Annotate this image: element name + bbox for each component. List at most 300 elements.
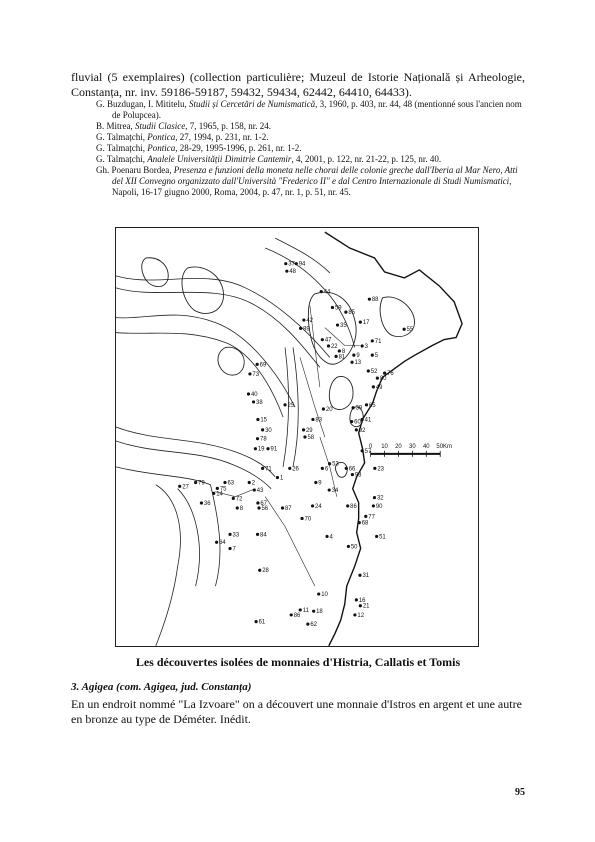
find-site-dot: [253, 488, 256, 491]
find-site-dot: [371, 354, 374, 357]
find-site-dot: [288, 467, 291, 470]
find-site-dot: [372, 504, 375, 507]
find-site-label: 77: [368, 514, 375, 521]
find-site-label: 71: [265, 466, 272, 473]
find-site: [215, 540, 226, 546]
find-site-label: 12: [357, 612, 365, 619]
reference-detail: , 4, 2001, p. 122, nr. 21-22, p. 125, nr. 40.: [291, 154, 442, 164]
find-site: [306, 622, 317, 628]
find-site-dot: [248, 372, 251, 375]
find-site-dot: [371, 339, 374, 342]
scale-bar: [369, 444, 452, 457]
find-site-dot: [194, 481, 197, 484]
find-site: [361, 449, 372, 455]
find-site-dot: [325, 535, 328, 538]
find-site-dot: [365, 403, 368, 406]
reference-detail: , 3, 1960, p. 403, nr. 44, 48 (mentionné sous l'ancien nom de Polupcea).: [112, 99, 522, 120]
find-site: [353, 613, 364, 619]
find-site-dot: [290, 613, 293, 616]
discovery-map: [115, 227, 479, 647]
find-site-label: 15: [260, 417, 268, 424]
find-site: [344, 310, 355, 316]
find-site-label: 29: [306, 427, 313, 434]
find-site-label: 31: [362, 573, 370, 580]
find-site-dot: [212, 492, 215, 495]
find-site-dot: [361, 449, 364, 452]
find-site: [372, 385, 383, 391]
find-site-dot: [359, 604, 362, 607]
find-site-dot: [358, 521, 361, 524]
find-site: [256, 437, 267, 443]
reference-author: Gh. Poenaru Bordea,: [96, 165, 174, 175]
find-site-label: 25: [287, 402, 295, 409]
find-site-dot: [347, 545, 350, 548]
find-site: [347, 544, 358, 550]
reference-detail: , 27, 1994, p. 231, nr. 1-2.: [175, 132, 269, 142]
find-site-dot: [200, 501, 203, 504]
find-site-label: 57: [364, 448, 372, 455]
find-site-label: 81: [338, 354, 346, 361]
find-site: [376, 376, 387, 382]
find-site: [276, 476, 284, 482]
find-site-dot: [232, 497, 235, 500]
find-site-label: 51: [379, 534, 386, 541]
find-site: [295, 262, 306, 268]
find-site: [345, 466, 356, 472]
find-site-dot: [252, 400, 255, 403]
find-site-dot: [359, 321, 362, 324]
find-site: [212, 491, 223, 497]
find-site-dot: [247, 392, 250, 395]
find-site-label: 34: [331, 488, 339, 495]
find-site-dot: [236, 506, 239, 509]
find-site-dot: [228, 533, 231, 536]
find-site-dot: [351, 473, 354, 476]
find-site: [372, 504, 383, 510]
find-site: [328, 488, 339, 494]
find-site: [325, 534, 333, 540]
find-site: [351, 473, 362, 479]
reference-detail: , 7, 1965, p. 158, nr. 24.: [185, 121, 272, 131]
find-site-label: 39: [355, 405, 363, 412]
find-site-dot: [299, 608, 302, 611]
find-site-dot: [256, 533, 259, 536]
find-site-dot: [361, 418, 364, 421]
find-site-dot: [256, 363, 259, 366]
find-site-label: 61: [258, 619, 266, 626]
find-site-dot: [350, 361, 353, 364]
find-site-label: 70: [304, 516, 312, 523]
find-site: [257, 506, 268, 512]
find-site-dot: [322, 407, 325, 410]
find-site-dot: [276, 476, 279, 479]
find-site: [266, 447, 277, 453]
find-site: [283, 403, 294, 409]
find-site-label: 75: [219, 486, 227, 493]
find-site: [403, 327, 414, 333]
find-site: [300, 516, 311, 522]
find-site-label: 60: [354, 419, 361, 426]
find-site-dot: [372, 385, 375, 388]
find-site-label: 66: [348, 466, 356, 473]
find-site-dot: [373, 496, 376, 499]
find-site-label: 8: [239, 505, 244, 512]
find-site-label: 17: [362, 320, 370, 327]
find-site: [321, 466, 329, 472]
section-body: En un endroit nommé "La Izvoare" on a découvert une monnaie d'Istros en argent et une autre en bronze au type de Déméter. Inédit.: [71, 697, 522, 726]
find-site-label: 5: [374, 353, 379, 360]
lagoons: [142, 258, 415, 478]
find-site-label: 41: [364, 417, 372, 424]
find-site: [352, 406, 363, 412]
find-site: [359, 604, 370, 610]
find-site-dot: [373, 467, 376, 470]
find-site-label: 8: [341, 348, 346, 355]
find-site-label: 23: [377, 466, 384, 473]
find-site-label: 56: [261, 505, 269, 512]
find-site: [358, 573, 369, 579]
reference-title: Studii Clasice: [135, 121, 186, 131]
find-site: [358, 521, 369, 527]
find-site-dot: [311, 504, 314, 507]
find-site-dot: [375, 535, 378, 538]
find-site: [336, 323, 347, 329]
find-site-label: 86: [350, 503, 357, 510]
find-site-dot: [346, 504, 349, 507]
find-site-label: 16: [358, 597, 366, 604]
find-site-label: 32: [376, 495, 384, 502]
reference-author: G. Talmațchi,: [96, 143, 148, 153]
find-site-label: 14: [216, 491, 223, 498]
coastline: [325, 232, 462, 646]
find-site: [255, 620, 266, 626]
find-site-dot: [338, 349, 341, 352]
find-site: [254, 447, 265, 453]
find-site-label: 80: [379, 376, 387, 383]
find-site: [375, 534, 386, 540]
find-site-dot: [361, 344, 364, 347]
find-site-dot: [320, 290, 323, 293]
find-site-dot: [261, 428, 264, 431]
find-site-dot: [306, 623, 309, 626]
find-site: [284, 262, 295, 268]
find-site-label: 90: [375, 503, 383, 510]
find-site: [314, 481, 322, 487]
find-site-dot: [295, 262, 298, 265]
find-site-dot: [376, 377, 379, 380]
roads: [215, 306, 359, 586]
find-site: [285, 269, 296, 275]
find-site-dot: [300, 517, 303, 520]
find-site-dot: [302, 428, 305, 431]
find-site-label: 43: [256, 488, 264, 495]
find-site-label: 22: [330, 343, 338, 350]
find-site-dot: [364, 515, 367, 518]
find-site-label: 49: [375, 384, 383, 391]
find-site: [312, 609, 323, 615]
section-heading: 3. Agigea (com. Agigea, jud. Constanța): [71, 681, 252, 693]
find-site-label: 44: [323, 289, 331, 296]
reference-detail: , Napoli, 16-17 giugno 2000, Roma, 2004, p. 47, nr. 1, p. 51, nr. 45.: [112, 176, 512, 197]
find-site: [311, 504, 322, 510]
find-site-label: 9: [318, 480, 322, 487]
find-site: [346, 504, 357, 510]
find-site-label: 38: [256, 399, 263, 406]
find-site-label: 50: [350, 544, 358, 551]
find-site-label: 21: [362, 603, 370, 610]
reference-title: Presenza e funzioni della moneta nelle chorai delle colonie greche dall'Iberia al Mar Nero, Atti del XII Convegno organizzato dall'Università "Frederico II" e dal Centro Internazionale di Studi Numismatici: [112, 165, 518, 186]
find-site-label: 11: [302, 607, 309, 614]
find-site: [194, 481, 205, 487]
reference-title: Pontica: [147, 132, 176, 142]
find-site-label: 78: [260, 436, 267, 443]
find-site-label: 4: [329, 534, 333, 541]
find-site: [261, 466, 272, 472]
find-site-label: 28: [262, 568, 269, 575]
find-site-dot: [314, 481, 317, 484]
find-site-dot: [223, 481, 226, 484]
find-site-label: 48: [289, 269, 296, 276]
reference-item: [96, 121, 526, 132]
find-site-label: 67: [260, 500, 268, 507]
find-site-dot: [302, 318, 305, 321]
find-site: [355, 428, 366, 434]
find-site: [320, 290, 331, 296]
find-site: [200, 501, 211, 507]
reference-title: Analele Universității Dimitrie Cantemir: [147, 154, 292, 164]
find-site: [361, 344, 369, 350]
find-site-label: 24: [315, 503, 322, 510]
scale-tick-label: 30: [409, 443, 416, 450]
find-site: [335, 354, 346, 360]
find-site: [248, 372, 259, 378]
map-drawing: [116, 228, 478, 646]
find-site-label: 79: [198, 480, 205, 487]
find-site: [252, 400, 263, 406]
find-site: [317, 592, 328, 598]
find-site: [261, 428, 272, 434]
find-site: [228, 547, 236, 553]
find-site-label: 52: [370, 368, 378, 375]
find-site-label: 13: [354, 360, 362, 367]
find-site-label: 26: [292, 466, 299, 473]
scale-tick-label: 0: [368, 443, 373, 450]
find-site: [256, 417, 267, 423]
reference-item: [96, 132, 526, 143]
find-site-label: 27: [182, 484, 189, 491]
find-site-dot: [331, 306, 334, 309]
find-site-label: 85: [348, 310, 355, 317]
find-site-label: 6: [324, 466, 329, 473]
find-site-dot: [328, 488, 331, 491]
find-site-dot: [254, 447, 257, 450]
reference-item: [96, 99, 526, 121]
find-site-dot: [283, 403, 286, 406]
intro-paragraph: fluvial (5 exemplaires) (collection particulière; Muzeul de Istorie Națională și Arheologie, Constanța, nr. inv. 59186-59187, 59432, 59434, 62442, 64410, 64433).: [71, 70, 525, 99]
find-site-dot: [258, 569, 261, 572]
find-site: [178, 484, 189, 490]
reference-author: G. Talmațchi,: [96, 154, 148, 164]
find-site-dot: [345, 467, 348, 470]
find-site-dot: [228, 547, 231, 550]
find-site: [247, 392, 258, 398]
find-site-dot: [344, 311, 347, 314]
scale-tick-label: 40: [422, 443, 430, 450]
find-site-dot: [311, 418, 314, 421]
find-site-label: 47: [324, 337, 332, 344]
find-site-label: 1: [279, 475, 284, 482]
find-site: [236, 506, 244, 512]
reference-item: [96, 143, 526, 154]
find-site-label: 42: [306, 318, 313, 325]
reference-title: Studii și Cercetări de Numismatică: [189, 99, 316, 109]
find-site-label: 19: [257, 446, 265, 453]
find-site: [365, 403, 376, 409]
find-site-label: 53: [332, 461, 339, 468]
find-site-dot: [368, 298, 371, 301]
find-site-label: 84: [260, 532, 267, 539]
reference-item: [96, 165, 526, 198]
find-site-label: 55: [406, 327, 414, 334]
find-site-label: 7: [232, 546, 236, 553]
find-site-dot: [255, 620, 258, 623]
find-site: [256, 362, 267, 368]
find-site-dot: [403, 328, 406, 331]
find-site-label: 94: [298, 261, 306, 268]
find-site-label: 83: [315, 417, 323, 424]
find-site-dot: [215, 541, 218, 544]
find-site-label: 86: [293, 612, 301, 619]
find-site-label: 73: [252, 371, 260, 378]
find-site-dot: [355, 598, 358, 601]
find-site-label: 65: [368, 402, 376, 409]
find-site-label: 87: [285, 505, 292, 512]
find-site-label: 71: [374, 338, 382, 345]
find-site: [373, 496, 384, 502]
find-site-dot: [303, 435, 306, 438]
find-site: [364, 514, 375, 520]
scale-tick-label: 10: [381, 443, 388, 450]
find-site-label: 35: [340, 323, 347, 330]
find-site-dot: [256, 501, 259, 504]
reference-list: [96, 99, 526, 198]
find-site-label: 88: [371, 297, 379, 304]
find-site-label: 68: [361, 520, 369, 527]
find-site: [232, 496, 243, 502]
find-site-dot: [257, 506, 260, 509]
find-site-dot: [352, 354, 355, 357]
find-site-label: 18: [316, 609, 323, 616]
find-site-label: 62: [310, 622, 317, 629]
scale-tick-label: 50Km: [436, 443, 452, 450]
find-site-label: 37: [288, 261, 295, 268]
find-site-label: 2: [251, 480, 256, 487]
find-site-dot: [383, 372, 386, 375]
reference-author: G. Talmațchi,: [96, 132, 148, 142]
find-site-dot: [352, 406, 355, 409]
find-site-label: 3: [364, 343, 368, 350]
find-site-dot: [353, 613, 356, 616]
find-site: [350, 360, 361, 366]
find-site: [258, 568, 269, 574]
find-site: [327, 344, 338, 350]
find-site-label: 63: [227, 480, 235, 487]
find-site-label: 10: [321, 592, 328, 599]
find-site: [288, 466, 299, 472]
find-site-dot: [216, 487, 219, 490]
find-site-label: 40: [250, 391, 258, 398]
reference-detail: , 28-29, 1995-1996, p. 261, nr. 1-2.: [175, 143, 302, 153]
find-site-dot: [336, 323, 339, 326]
find-site-label: 59: [334, 305, 342, 312]
find-site: [302, 428, 313, 434]
find-site-label: 9: [356, 353, 360, 360]
page-number: 95: [515, 787, 525, 798]
find-site: [302, 318, 313, 324]
find-site: [248, 481, 256, 487]
find-site-label: 76: [387, 371, 394, 378]
find-site: [367, 369, 378, 375]
find-site: [359, 320, 370, 326]
find-site-dot: [284, 262, 287, 265]
find-site: [299, 326, 310, 332]
find-site-dot: [350, 420, 353, 423]
find-site: [331, 306, 342, 312]
find-site-dot: [358, 574, 361, 577]
find-site-dot: [335, 355, 338, 358]
find-site: [281, 506, 292, 512]
find-site-label: 89: [303, 326, 310, 333]
find-site: [322, 407, 333, 413]
find-site-dot: [178, 485, 181, 488]
find-site-dot: [321, 467, 324, 470]
find-site: [371, 353, 379, 359]
find-site-label: 69: [259, 362, 267, 369]
find-site-label: 64: [219, 540, 226, 547]
find-site-label: 58: [307, 434, 315, 441]
find-site-dot: [328, 462, 331, 465]
reference-item: [96, 154, 526, 165]
find-site-dot: [367, 369, 370, 372]
find-site-dot: [285, 270, 288, 273]
river-lines: [116, 238, 355, 646]
find-site-label: 92: [358, 427, 366, 434]
reference-author: B. Mitrea,: [96, 121, 135, 131]
find-site: [311, 417, 322, 423]
scale-tick-label: 20: [395, 443, 402, 450]
find-site: [256, 532, 267, 538]
find-site: [303, 435, 314, 441]
find-site-label: 93: [354, 472, 362, 479]
find-site: [352, 353, 360, 359]
find-site-dot: [256, 437, 259, 440]
find-site: [321, 338, 332, 344]
find-site-dot: [299, 327, 302, 330]
find-site-dot: [355, 428, 358, 431]
find-site-label: 30: [265, 427, 272, 434]
find-site-label: 20: [325, 407, 333, 414]
find-site-dot: [248, 481, 251, 484]
reference-title: Pontica: [147, 143, 176, 153]
find-site: [228, 532, 239, 538]
find-site-dot: [261, 467, 264, 470]
find-site-dot: [281, 506, 284, 509]
map-caption: Les découvertes isolées de monnaies d'Histria, Callatis et Tomis: [135, 655, 461, 669]
find-site-label: 72: [235, 496, 243, 503]
find-site-label: 36: [203, 500, 211, 507]
reference-author: G. Buzdugan, I. Mititelu,: [96, 99, 189, 109]
find-site-label: 91: [270, 446, 278, 453]
